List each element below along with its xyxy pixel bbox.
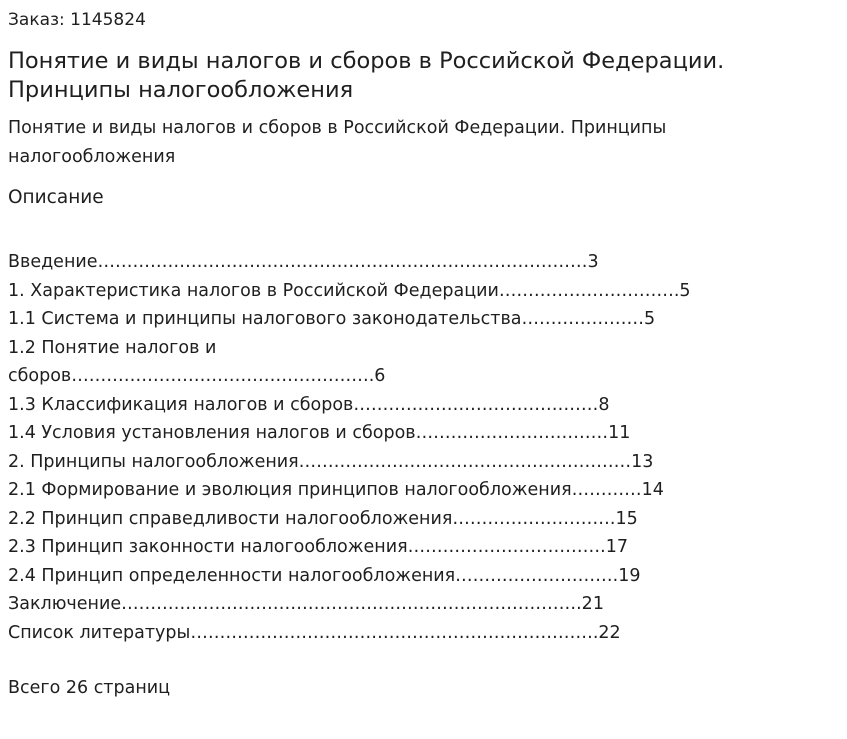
page-title-line-2: Принципы налогообложения [8, 77, 354, 103]
toc-item: Введение…………………………………………………………………………3 [8, 252, 599, 272]
toc-item: 2.4 Принцип определенности налогообложения……………………….19 [8, 565, 641, 586]
toc-item: 1. Характеристика налогов в Российской Федерации………………………….5 [8, 280, 691, 301]
toc-item: сборов…………………………………………….6 [8, 366, 386, 386]
toc-item: 2. Принципы налогообложения…………………………………………………13 [8, 451, 654, 472]
table-of-contents [8, 248, 838, 647]
toc-item: 1.3 Классификация налогов и сборов……………………………………8 [8, 394, 610, 415]
toc-item: 1.2 Понятие налогов и [8, 337, 217, 358]
subtitle-line-1: Понятие и виды налогов и сборов в Российской Федерации. Принципы [8, 118, 667, 138]
toc-item: 1.1 Система и принципы налогового законодательства…………………5 [8, 309, 656, 329]
total-pages: Всего 26 страниц [8, 678, 171, 698]
description-heading: Описание [8, 187, 104, 208]
subtitle-line-2: налогообложения [8, 146, 176, 167]
toc-item: 1.4 Условия установления налогов и сборов……………………………11 [8, 423, 631, 443]
toc-item: 2.2 Принцип справедливости налогообложения……………………….15 [8, 508, 638, 529]
toc-item: 2.3 Принцип законности налогообложения…………………………….17 [8, 537, 628, 557]
page-title-line-1: Понятие и виды налогов и сборов в Российской Федерации. [8, 48, 725, 74]
subtitle [8, 114, 838, 171]
toc-item: Список литературы…………………………………………………………….22 [8, 622, 621, 643]
toc-item: 2.1 Формирование и эволюция принципов налогообложения…………14 [8, 480, 664, 500]
order-number: Заказ: 1145824 [8, 10, 146, 30]
toc-item: Заключение…………………………………………………………………….21 [8, 594, 604, 614]
page-title [8, 47, 838, 105]
